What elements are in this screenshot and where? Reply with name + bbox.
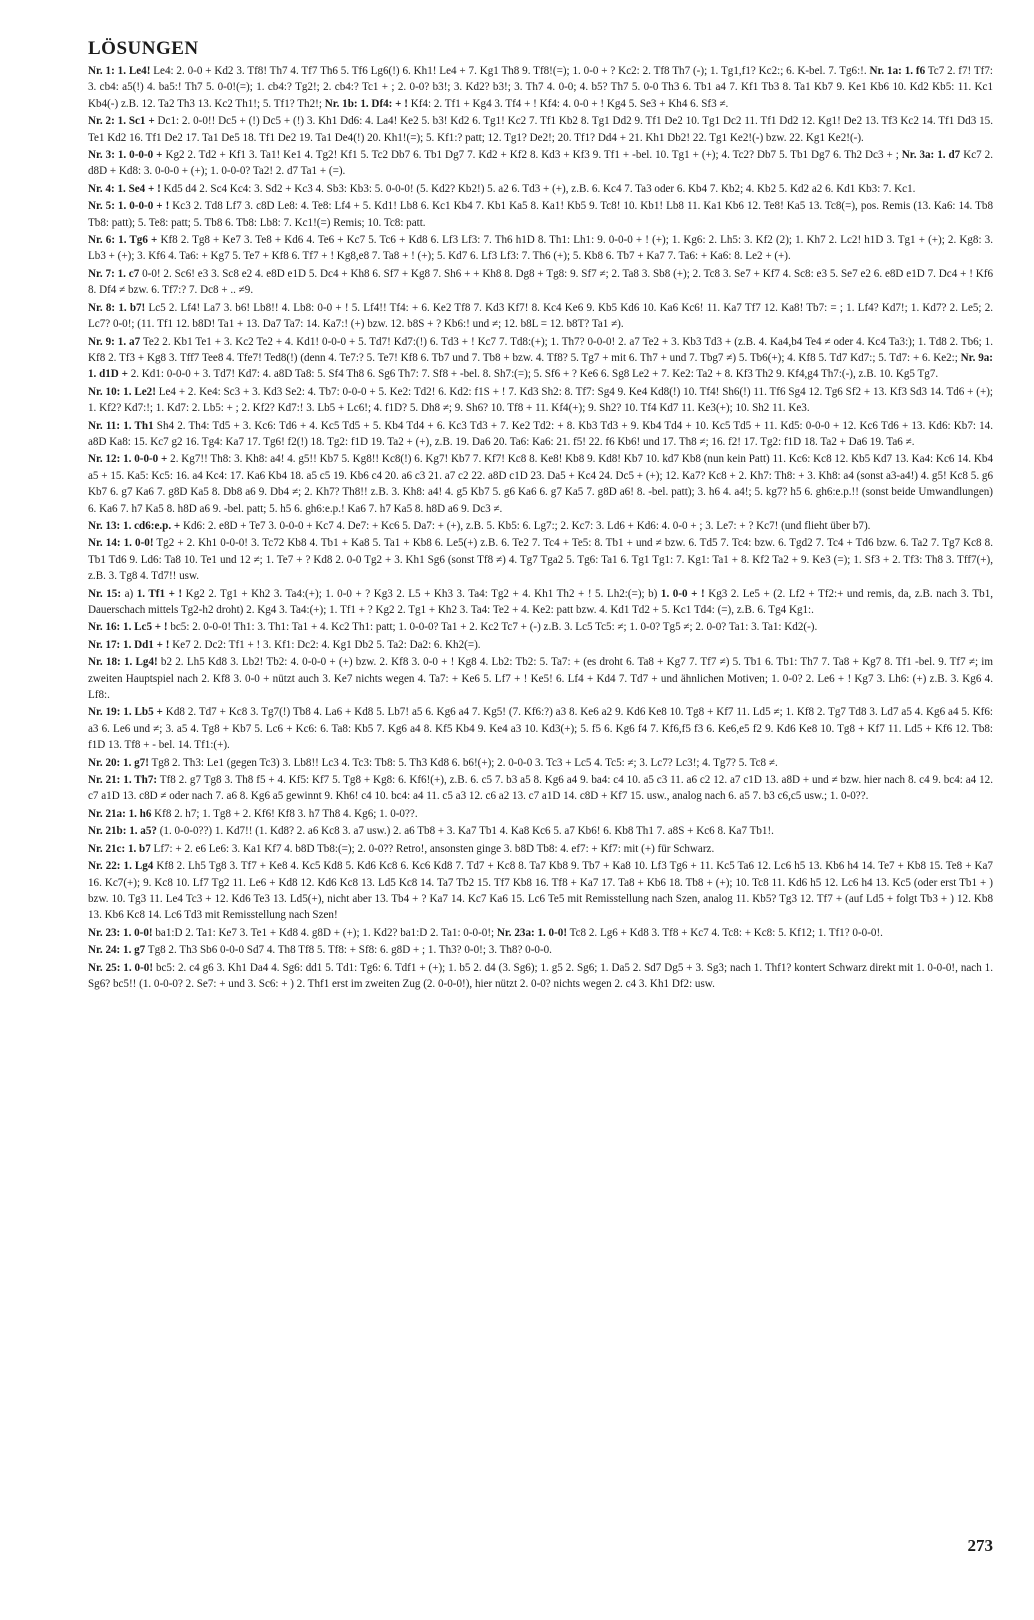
solution-key: Nr. 3: 1. 0-0-0 + — [88, 149, 163, 162]
solution-entry-nr1 — [88, 63, 993, 112]
solution-key: Nr. 14: 1. 0-0! — [88, 537, 154, 550]
solution-text: Tg2 + 2. Kh1 0-0-0! 3. Tc72 Kb8 4. Tb1 + Ka8 5. Ta1 + Kb8 6. Le5(+) z.B. 6. Te2 7. Tc4 + Te5: 8. Tb1 + und ≠ bzw. 6. Td5 7. Tc4: bzw. 6. Tgd2 7. Tc4 + Td6 bzw. 6. Ta2 7. Tg7 Kc8 8. Tb1 Td6 9. Ld6: Ta8 10. Te1 und 12 ≠; 1. Te7 + ? Kd8 2. 0-0 Tg2 + 3. Kh1 Sg6 (sonst Tf8 ≠) 4. Tg7 Tga2 5. Tg6: Ta1 6. Tg1 Tg1: 7. Kg1: Ta1 + 8. Kf2 Ta2 + 9. Ke3 (=); 1. Sf3 + 2. Tf3: Th8 3. Tff7(+), z.B. 3. Tg8 4. Td7!! usw. — [88, 537, 993, 583]
solution-entry-nr4 — [88, 181, 993, 197]
solution-key: Nr. 21: 1. Th7: — [88, 774, 158, 787]
solution-text: (1. 0-0-0??) 1. Kd7!! (1. Kd8? 2. a6 Kc8 3. a7 usw.) 2. a6 Tb8 + 3. Ka7 Tb1 4. Ka8 Kc6 5. a7 Kb6! 6. Kb8 Th1 7. a8S + Kc6 8. Ka7 Tb1!. — [156, 825, 774, 838]
solution-entry-nr19 — [88, 704, 993, 753]
solution-text: Kd6: 2. e8D + Te7 3. 0-0-0 + Kc7 4. De7: + Kc6 5. Da7: + (+), z.B. 5. Kb5: 6. Lg7:; 2. Kc7: 3. Ld6 + Kd6: 4. 0-0 + ; 3. Le7: + ? Kc7! (und flieht über b7). — [180, 519, 871, 532]
solution-key: Nr. 8: 1. b7! — [88, 301, 146, 314]
solution-key: Nr. 9: 1. a7 — [88, 335, 141, 348]
solution-entry-nr11 — [88, 418, 993, 451]
solution-entry-nr21a — [88, 806, 993, 822]
solution-key: Nr. 10: 1. Le2! — [88, 385, 156, 398]
solution-entry-nr8 — [88, 300, 993, 333]
solution-entry-nr21c — [88, 841, 993, 857]
solution-key: Nr. 3a: 1. d7 — [901, 149, 961, 162]
solution-text: Tc7 2. f7! Tf7: 3. cb4: a5(!) 4. ba5:! Th7 5. 0-0!(=); 1. cb4:? Tg2!; 2. cb4:? Tc1 + ; 2. 0-0? b3!; 3. Kd2? b3!; 3. Th7 4. 0-0; 4. b5? Th7 5. 0-0 Th3 6. Tb1 a4 7. Kf1 Tb3 8. Ta1 Kb7 9. Ke1 Kb6 10. Kd2 Kb5: 11. Kc1 Kb4(-) z.B. 12. Ta2 Th3 13. Kc2 Th1!; 5. Tf1? Th2!; — [88, 65, 993, 110]
solution-text: Tf8 2. g7 Tg8 3. Th8 f5 + 4. Kf5: Kf7 5. Tg8 + Kg8: 6. Kf6!(+), z.B. 6. c5 7. b3 a5 8. Kg6 a4 9. ba4: c4 10. a5 c3 11. a6 c2 12. a7 c1D 13. a8D + und ≠ bzw. hier nach 8. c4 9. bc4: a4 12. c7 a1D 13. c8D ≠ oder nach 7. a6 8. Kg6 a5 gewinnt 9. Kh6! c4 10. bc4: a4 11. c5 a3 12. c6 a2 13. c7 a1D 14. c8D + Kf7 15. usw., analog nach 6. a5 7. b3 c6,c5 usw.; 1. 0-0??. — [88, 774, 993, 803]
solution-entry-nr13 — [88, 518, 993, 534]
solution-text: Kg2 2. Tg1 + Kh2 3. Ta4:(+); 1. 0-0 + ? Kg3 2. L5 + Kh3 3. Ta4: Tg2 + 4. Kh1 Th2 + ! 5. Lh2:(=); b) — [182, 587, 661, 600]
solution-key: Nr. 21b: 1. a5? — [88, 825, 157, 838]
solutions-page — [88, 38, 993, 1598]
solution-text: Sh4 2. Th4: Td5 + 3. Kc6: Td6 + 4. Kc5 Td5 + 5. Kb4 Td4 + 6. Kc3 Td3 + 7. Ke2 Td2: + 8. Kb3 Td3 + 9. Kb4 Td4 + 10. Kc5 Td5 + 11. Kd5: 0-0-0 + 12. Kc6 Td6 + 13. Kd6: Kb7: 14. a8D Ka8: 15. Kc7 g2 16. Tg4: Ka7 17. Tg6! f2(!) 18. Tg2: f1D 19. Ta2 + (+), z.B. 19. Da6 20. Ta6: Ka6: 21. f5! 22. f6 Kb6! und 17. Th8 ≠; 16. f2! 17. Tg2: f1D 18. Ta2 + Da6 19. Ta6 ≠. — [88, 419, 994, 448]
solution-key: Nr. 1a: 1. f6 — [869, 65, 926, 77]
solution-entry-nr15 — [88, 586, 993, 619]
solution-text: Tc8 2. Lg6 + Kd8 3. Tf8 + Kc7 4. Tc8: + Kc8: 5. Kf12; 1. Tf1? 0-0-0!. — [567, 926, 883, 939]
solution-entry-nr7 — [88, 266, 993, 299]
solution-text: Kf8 2. h7; 1. Tg8 + 2. Kf6! Kf8 3. h7 Th8 4. Kg6; 1. 0-0??. — [151, 807, 418, 820]
solution-entry-nr16 — [88, 619, 993, 635]
solution-entry-nr14 — [88, 535, 993, 584]
solution-key: Nr. 23: 1. 0-0! — [88, 926, 153, 939]
solution-text: Kd5 d4 2. Sc4 Kc4: 3. Sd2 + Kc3 4. Sb3: Kb3: 5. 0-0-0! (5. Kd2? Kb2!) 5. a2 6. Td3 + (+), z.B. 6. Kc4 7. Ta3 oder 6. Kb4 7. Kb2; 4. Kb2 5. Kd2 a2 6. Kd1 Kb3: 7. Kc1. — [160, 182, 916, 195]
solution-key: Nr. 21a: 1. h6 — [88, 807, 152, 820]
solution-entry-nr2 — [88, 113, 993, 146]
solution-key: Nr. 16: 1. Lc5 + ! — [88, 621, 168, 634]
solution-text: a) — [121, 587, 137, 600]
solution-entry-nr5 — [88, 198, 993, 231]
solution-text: Kf4: 2. Tf1 + Kg4 3. Tf4 + ! Kf4: 4. 0-0 + ! Kg4 5. Se3 + Kh4 6. Sf3 ≠. — [407, 97, 729, 110]
solution-text: Kd8 2. Td7 + Kc8 3. Tg7(!) Tb8 4. La6 + Kd8 5. Lb7! a5 6. Kg6 a4 7. Kg5! (7. Kf6:?) a3 8. Ke6 a2 9. Kd6 Ke8 10. Tg8 + Kf7 11. Ld5 ≠; 1. Kf8 2. Tg7 Td8 3. Ld7 a5 4. Kg6 a4 5. Kf6: a3 6. Le6 und ≠; 3. a5 4. Tg8 + Kb7 5. Lc6 + Kc6: 6. Ta8: Kb5 7. Kg6 a4 8. Kf5 Kb4 9. Ke4 a3 10. Kd3(+); 5. f5 6. Kg6 f4 7. Kf6,f5 f3 6. Ke6,e5 f2 9. Kd6 Ke8 10. Tg8 + Kf7 11. Ld5 + Kf6 12. Tb8: f1D 13. Tf8 + - bel. 14. Tf1:(+). — [88, 706, 993, 752]
solution-key: Nr. 11: 1. Th1 — [88, 419, 154, 432]
solution-entry-nr6 — [88, 232, 993, 265]
solution-key: Nr. 25: 1. 0-0! — [88, 961, 154, 974]
solution-key: Nr. 19: 1. Lb5 + — [88, 706, 163, 719]
solution-entry-nr20 — [88, 755, 993, 771]
solution-entry-nr18 — [88, 654, 993, 703]
solution-text: 2. Kg7!! Th8: 3. Kh8: a4! 4. g5!! Kb7 5. Kg8!! Kc8(!) 6. Kg7! Kb7 7. Kf7! Kc8 8. Ke8! Kb8 9. Kd8! Kb7 10. kd7 Kb8 (nun kein Patt) 11. Kc6: Kc8 12. Kb5 Kd7 13. Ka4: Kc6 14. Kb4 a5 + 15. Ka5: Kc5: 16. a4 Kc4: 17. Ka6 Kb4 18. a5 c5 19. Kb6 c4 20. a6 c3 21. a7 c2 22. a8D c1D 23. Da5 + Kc4 24. Dc5 + (+); 12. Ka7? Kc8 + 2. Kh7: Th8: + 3. Kh8: a4 (sonst a3-a4!) 4. g5! Kc8 5. g6 Kb7 6. g7 Ka6 7. g8D Ka5 8. Db8 a6 9. Db4 ≠; 2. Kh7? Th8!! z.B. 3. Kh8: a4! 4. g5 Kb7 5. g6 Ka6 6. g7 Ka5 7. g8D a6! 8. -bel. patt); 3. h6 4. a4!; 5. kg7? h5 6. gh6:e.p.!! (sonst beide Umwandlungen) 6. Ka6 7. h7 Ka5 8. h8D a6 9. -bel. patt; 5. h5 6. gh6:e.p.! Ka6 7. h7 Ka5 8. h8D a6 9. Dc3 ≠. — [88, 453, 993, 515]
solution-key: Nr. 6: 1. Tg6 + — [88, 234, 158, 247]
page-heading: LÖSUNGEN — [88, 38, 199, 59]
solution-text: 0-0! 2. Sc6! e3 3. Sc8 e2 4. e8D e1D 5. Dc4 + Kh8 6. Sf7 + Kg8 7. Sh6 + + Kh8 8. Dg8 + Tg8: 9. Sf7 ≠; 2. Ta8 3. Sb8 (+); 2. Tc8 3. Se7 + Kf7 4. Sc8: e3 5. Se7 e2 6. e8D e1D 7. Dc4 + ! Kf6 8. Df4 ≠ bzw. 6. Tf7:? 7. Dc8 + .. ≠9. — [88, 267, 993, 297]
solution-entry-nr9 — [88, 334, 993, 383]
solution-key: Nr. 2: 1. Sc1 + — [88, 115, 155, 128]
solution-key: Nr. 17: 1. Dd1 + ! — [88, 638, 170, 651]
solution-entry-nr22 — [88, 858, 993, 924]
solution-entry-nr24 — [88, 942, 993, 958]
solution-entry-nr25 — [88, 960, 993, 993]
solution-key: Nr. 1b: 1. Df4: + ! — [324, 97, 408, 110]
solution-key: Nr. 9a: 1. d1D + — [88, 351, 993, 381]
solution-text: Tg8 2. Th3 Sb6 0-0-0 Sd7 4. Th8 Tf8 5. Tf8: + Sf8: 6. g8D + ; 1. Th3? 0-0!; 3. Th8? 0-0-0. — [145, 944, 552, 957]
solution-key: Nr. 1: 1. Le4! — [88, 65, 151, 77]
solution-text: Te2 2. Kb1 Te1 + 3. Kc2 Te2 + 4. Kd1! 0-0-0 + 5. Td7! Kd7:(!) 6. Td3 + ! Kc7 7. Td8:(+); 1. Th7? 0-0-0! 2. a7 Te2 + 3. Kb3 Td3 + (z.B. 4. Ka4,b4 Te4 ≠ oder 4. Kc4 Ta3:); 1. Td8 2. Tb6; 1. Kf8 2. Tf3 + Kg8 3. Tff7 Tee8 4. Tfe7! Ted8(!) (denn 4. Te7:? 5. Te7! Kf8 6. Tb7 und 7. Tb8 + bzw. 4. Tf8? 5. Tg7 + mit 6. Th7 + und 7. Tbg7 ≠) 5. Tb6(+); 4. Kf8 5. Td7 Kd7:; 5. Td7: + 6. Ke2:; — [88, 335, 993, 364]
solution-text: Kc7 2. d8D + Kd8: 3. 0-0-0 + (+); 1. 0-0-0? Ta2! 2. d7 Ta1 + (=). — [88, 149, 993, 178]
solution-text: Ke7 2. Dc2: Tf1 + ! 3. Kf1: Dc2: 4. Kg1 Db2 5. Ta2: Da2: 6. Kh2(=). — [169, 638, 481, 651]
solution-text: Kc3 2. Td8 Lf7 3. c8D Le8: 4. Te8: Lf4 + 5. Kd1! Lb8 6. Kc1 Kb4 7. Kb1 Ka5 8. Ka1! Kb5 9. Tc8! 10. Kb1! Lb8 11. Ka1 Kb6 12. Te8! Ka5 13. Tc8(=), pos. Remis (13. Ka6: 14. Tb8 Tb8: patt); 5. Te8: patt; 5. Tb8 6. Tb8: Lb8: 7. Kc1!(=) Remis; 10. Tc8: patt. — [88, 200, 993, 229]
solution-key: 1. 0-0 + ! — [660, 587, 705, 600]
solution-key: Nr. 13: 1. cd6:e.p. + — [88, 519, 181, 532]
solution-key: Nr. 22: 1. Lg4 — [88, 860, 154, 873]
solution-key: Nr. 7: 1. c7 — [88, 267, 140, 280]
solution-key: Nr. 4: 1. Se4 + ! — [88, 182, 161, 195]
solution-entry-nr12 — [88, 451, 993, 517]
solution-text: Kf8 2. Tg8 + Ke7 3. Te8 + Kd6 4. Te6 + Kc7 5. Tc6 + Kd8 6. Lf3 Lf3: 7. Th6 h1D 8. Th1: Lh1: 9. 0-0-0 + ! (+); 1. Kg6: 2. Lh5: 3. Kf2 (2); 1. Kh7 2. Lc2! h1D 3. Tg1 + (+); 2. Kg8: 3. Lb3 + (+); 3. Kf6 4. Ta6: + Kg7 5. Te7 + Kf8 6. Tf7 + ! Kg8,e8 7. Ta8 + ! (+); 5. Kd7 6. Lf3 Lf3: 7. Th6 (+); 5. Kb8 6. Tb7 + Ka7 7. Ta6: + Ka6: 8. Le2 + (+). — [88, 234, 993, 263]
solution-key: Nr. 5: 1. 0-0-0 + ! — [88, 200, 170, 213]
solution-text: Le4 + 2. Ke4: Sc3 + 3. Kd3 Se2: 4. Tb7: 0-0-0 + 5. Ke2: Td2! 6. Kd2: f1S + ! 7. Kd3 Sh2: 8. Tf7: Sg4 9. Ke4 Kd8(!) 10. Tf4! Sh6(!) 11. Tf6 Sg4 12. Tg6 Sf2 + 13. Kf3 Sd3 14. Td6 + (+); 1. Kf2? Kd7:!; 1. Kd7: 2. Lb5: + ; 2. Kf2? Kd7:! 3. Lb5 + Lc6!; 4. f1D? 5. Dh8 ≠; 9. Sh6? 10. Tf8 + 11. Kf4(+); 9. Sh2? 10. Tf4 Kd7 11. Ke3(+); 10. Sh2 11. Ke3. — [88, 385, 993, 415]
solution-entry-nr21 — [88, 772, 993, 805]
solution-key: Nr. 15: — [88, 587, 122, 600]
solution-key: Nr. 12: 1. 0-0-0 + — [88, 453, 168, 466]
solution-text: Lc5 2. Lf4! La7 3. b6! Lb8!! 4. Lb8: 0-0 + ! 5. Lf4!! Tf4: + 6. Ke2 Tf8 7. Kd3 Kf7! 8. Kc4 Ke6 9. Kb5 Kd6 10. Ka6 Kc6! 11. Ka7 Tf7 12. Ka8! Tb7: = ; 1. Lf4? Kd7!; 1. Kd7? 2. Le5; 2. Lc7? 0-0!; (11. Tf1 12. b8D! Ta1 + 13. Da7 Ta7: 14. Ka7:! (+) bzw. 12. b8S + ? Kb6:! und ≠; 12. b8L = 12. b8T? Ta1 ≠). — [88, 301, 994, 331]
solution-key: Nr. 21c: 1. b7 — [88, 842, 151, 855]
solution-text: Tg8 2. Th3: Le1 (gegen Tc3) 3. Lb8!! Lc3 4. Tc3: Tb8: 5. Th3 Kd8 6. b6!(+); 2. 0-0-0 3. Tc3 + Lc5 4. Tc5: ≠; 3. Lc7? Lc3!; 4. Tg7? 5. Tc8 ≠. — [148, 756, 778, 769]
solution-text: Kg3 2. Le5 + (2. Lf2 + Tf2:+ und remis, da, z.B. nach 3. Tb1, Dauerschach mittels Tg2-h2 droht) 2. Kg4 3. Ta4:(+); 1. Tf1 + ? Kg2 2. Tg1 + Kh2 3. Ta4: Te2 + 4. Ke2: patt bzw. 4. Kd1 Td2 + 5. Kc1 Td4: (=), z.B. 6. Tg4 Kg1:. — [88, 587, 994, 616]
solution-text: Kg2 2. Td2 + Kf1 3. Ta1! Ke1 4. Tg2! Kf1 5. Tc2 Db7 6. Tb1 Dg7 7. Kd2 + Kf2 8. Kd3 + Kf3 9. Tf1 + -bel. 10. Tg1 + (+); 4. Tc2? Db7 5. Tb1 Dg7 6. Th2 Dc3 + ; — [162, 149, 902, 162]
solution-entry-nr3 — [88, 147, 993, 180]
solution-entry-nr23 — [88, 925, 993, 941]
solution-entry-nr17 — [88, 637, 993, 653]
solution-key: Nr. 24: 1. g7 — [88, 944, 146, 957]
solution-text: Le4: 2. 0-0 + Kd2 3. Tf8! Th7 4. Tf7 Th6 5. Tf6 Lg6(!) 6. Kh1! Le4 + 7. Kg1 Th8 9. Tf8!(=); 1. 0-0 + ? Kc2: 2. Tf8 Th7 (-); 1. Tg1,f1? Kc2:; 6. K-bel. 7. Tg6:!. — [150, 65, 870, 77]
solution-key: Nr. 23a: 1. 0-0! — [496, 926, 568, 939]
solution-entry-nr21b — [88, 823, 993, 839]
solution-text: 2. Kd1: 0-0-0 + 3. Td7! Kd7: 4. a8D Ta8: 5. Sf4 Th8 6. Sg6 Th7: 7. Sf8 + -bel. 8. Sh7:(=); 5. Sf6 + ? Ke6 6. Sg8 Le2 + 7. Ke2: Ta2 + 8. Kf3 Th2 9. Kf4,g4 Th7:(-), z.B. 10. Kg5 Tg7. — [127, 368, 939, 381]
solution-text: ba1:D 2. Ta1: Ke7 3. Te1 + Kd8 4. g8D + (+); 1. Kd2? ba1:D 2. Ta1: 0-0-0!; — [152, 926, 497, 939]
solution-text: Dc1: 2. 0-0!! Dc5 + (!) Dc5 + (!) 3. Kh1 Dd6: 4. La4! Ke2 5. b3! Kd2 6. Tg1! Kc2 7. Tf1 Kb2 8. Tg1 Dd2 9. Tf1 De2 10. Tg1 Dc2 11. Tf1 Dd2 12. Kg1! De2 13. Tf3 Kc2 14. Tf1 Dd3 15. Te1 Kd2 16. Tf1 De2 17. Ta1 De5 18. Tf1 De2 19. Ta1 De4(!) 20. Kh1!(=); 5. Kf1:? patt; 12. Tg1? De2!; 20. Tf1? Dd4 + 21. Kh1 Db2! 22. Tg1 Ke2!(-) bzw. 22. Kg1 Ke2!(-). — [88, 115, 993, 144]
page-number: 273 — [967, 1536, 993, 1555]
solution-text: b2 2. Lh5 Kd8 3. Lb2! Tb2: 4. 0-0-0 + (+) bzw. 2. Kf8 3. 0-0 + ! Kg8 4. Lb2: Tb2: 5. Ta7: + (es droht 6. Ta8 + Kg7 7. Tf7 ≠) 5. Tb1 6. Tb1: Th7 7. Ta8 + Kg7 8. Tf1 -bel. 9. Tf7 ≠; im zweiten Hauptspiel nach 2. Kf8 3. 0-0 + nützt auch 3. Ke7 nichts wegen 4. Ta7: + Ke6 5. Lf7 + ! Ke5! 6. Lf4 + Kd4 7. Td7 + und ähnlichen Motiven; 1. 0-0? 2. Le6 + ! Kg7 3. Lh6: (+) z.B. 3. Kg6 4. Lf8:. — [88, 656, 993, 702]
solution-key: Nr. 20: 1. g7! — [88, 756, 149, 769]
solution-entry-nr10 — [88, 384, 993, 417]
solution-key: Nr. 18: 1. Lg4! — [88, 656, 158, 669]
solution-text: bc5: 2. 0-0-0! Th1: 3. Th1: Ta1 + 4. Kc2 Th1: patt; 1. 0-0-0? Ta1 + 2. Kc2 Tc7 + (-) z.B. 3. Lc5 Tc5: ≠; 1. 0-0? Tg5 ≠; 2. 0-0? Ta1: 3. Ta1: Kd2(-). — [167, 621, 818, 634]
solution-text: Kf8 2. Lh5 Tg8 3. Tf7 + Ke8 4. Kc5 Kd8 5. Kd6 Kc8 6. Kc6 Kd8 7. Td7 + Kc8 8. Ta7 Kb8 9. Tb7 + Ka8 10. Lf3 Tg6 + 11. Kc5 Ta6 12. Lc6 h5 13. Kb6 h4 14. Te7 + Kb8 15. Te8 + Ka7 16. Kc7(+); 9. Kc8 10. Lf7 Tg2 11. Le6 + Kd8 12. Kd6 Kc8 13. Ld5 Kc8 14. Ta7 Tb2 15. Tf7 Kb8 16. Tf8 + Ka7 17. Ta8 + Kb6 18. Tb8 + (+); 10. Tc8 11. Kd6 h5 12. Lc6 h4 13. Kc5 (oder erst Tb1 + ) bzw. 10. Tg3 11. Le4 Tc3 + 12. Kd6 Te3 13. Ld5(+), nicht aber 13. Tb4 + ? Ka7 14. Kc7 Ka6 15. Lc6 Te5 mit Remisstellung nach Szen, analog 11. Kb5? Tg3 12. Tf7 + (auf Ld5 + folgt Tb3 + ) 12. Kb8 13. Kb6 Kc8 14. Lc6 Td3 mit Remisstellung nach Szen! — [88, 860, 993, 922]
solutions-list — [88, 63, 993, 992]
solution-key: 1. Tf1 + ! — [136, 587, 183, 600]
solution-text: bc5: 2. c4 g6 3. Kh1 Da4 4. Sg6: dd1 5. Td1: Tg6: 6. Tdf1 + (+); 1. b5 2. d4 (3. Sg6); 1. g5 2. Sg6; 1. Da5 2. Sd7 Dg5 + 3. Sg3; nach 1. Thf1? kontert Schwarz direkt mit 1. 0-0-0!, nach 1. Sg6? bc5!! (1. 0-0-0? 2. Se7: + und 3. Sc6: + ) 2. Thf1 erst im zweiten Zug (2. 0-0-0!), hier nützt 2. 0-0? nichts wegen 2. c4 3. Kh1 Df2: usw. — [88, 961, 993, 990]
solution-text: Lf7: + 2. e6 Le6: 3. Ka1 Kf7 4. b8D Tb8:(=); 2. 0-0?? Retro!, ansonsten ginge 3. b8D Tb8: 4. ef7: + Kf7: mit (+) für Schwarz. — [150, 842, 715, 855]
